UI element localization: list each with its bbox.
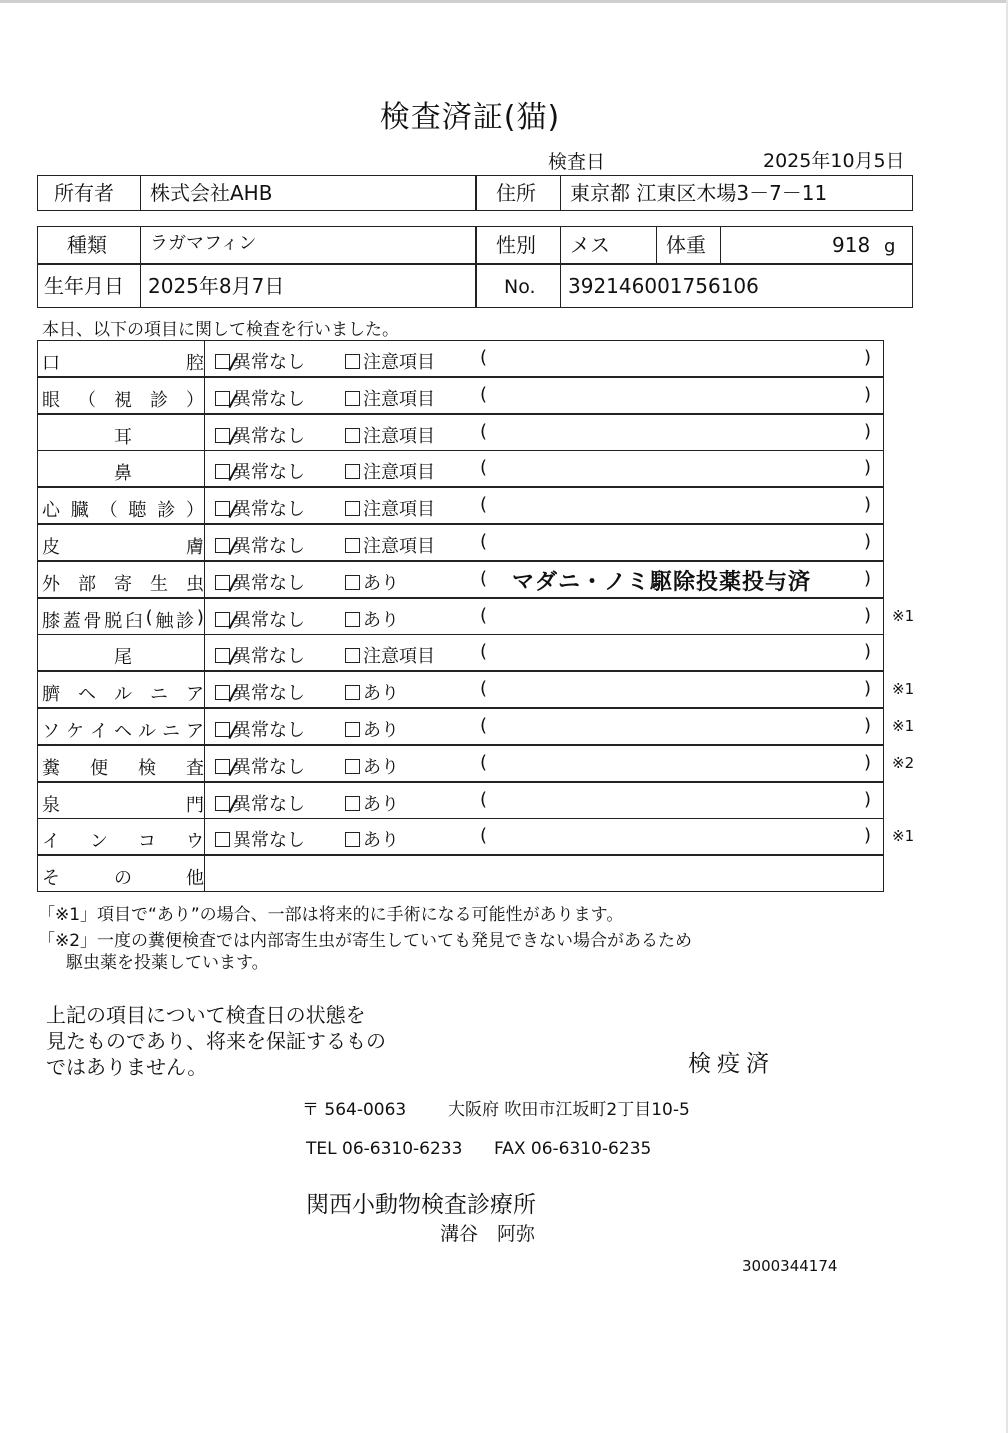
option-alt-label: あり	[363, 572, 399, 594]
option-normal	[215, 569, 305, 595]
divider	[656, 226, 657, 264]
table-row	[37, 340, 884, 377]
option-alt-label: 注意項目	[363, 499, 435, 521]
checkbox-icon[interactable]	[345, 464, 360, 479]
option-normal-label: 異常なし	[233, 499, 305, 521]
table-row	[37, 671, 915, 708]
table-row	[37, 450, 884, 487]
page-title: 検査済証(猫)	[379, 100, 561, 135]
option-alt-label: 注意項目	[363, 646, 435, 668]
disclaimer-line-3: ではありません。	[46, 1055, 208, 1079]
checkbox-icon[interactable]	[345, 648, 360, 663]
table-row	[37, 524, 884, 561]
postal-code: 〒 564-0063	[302, 1100, 407, 1120]
checkbox-icon[interactable]	[345, 575, 360, 590]
table-row	[37, 634, 884, 671]
checked-box-icon[interactable]	[215, 354, 230, 369]
row-divider	[204, 562, 205, 597]
row-label: 糞 便 検 査	[42, 757, 204, 779]
option-normal	[215, 422, 305, 448]
close-paren: )	[864, 641, 872, 663]
row-divider	[204, 709, 205, 744]
checkbox-icon[interactable]	[345, 796, 360, 811]
option-normal-label: 異常なし	[233, 793, 305, 815]
divider	[140, 175, 141, 211]
checkbox-icon[interactable]	[345, 538, 360, 553]
table-row	[37, 561, 884, 598]
checked-box-icon[interactable]	[215, 428, 230, 443]
row-label: 尾	[114, 647, 132, 669]
checked-box-icon[interactable]	[215, 796, 230, 811]
close-paren: )	[864, 751, 872, 773]
checkbox-icon[interactable]	[345, 832, 360, 847]
option-normal	[215, 679, 305, 705]
exam-date-value: 2025年10月5日	[763, 150, 905, 172]
option-normal-label: 異常なし	[233, 830, 305, 852]
checkbox-icon[interactable]	[345, 428, 360, 443]
checkbox-icon[interactable]	[345, 612, 360, 627]
checkbox-icon[interactable]	[345, 685, 360, 700]
option-alt	[345, 495, 435, 521]
row-label: 耳	[114, 426, 132, 448]
exam-date-label: 検査日	[548, 151, 606, 173]
open-paren: (	[480, 383, 488, 405]
option-normal	[215, 348, 305, 374]
scan-edge	[0, 0, 1008, 3]
divider	[560, 226, 561, 264]
checked-box-icon[interactable]	[215, 685, 230, 700]
row-divider	[204, 635, 205, 670]
open-paren: (	[480, 751, 488, 773]
option-alt	[345, 422, 435, 448]
table-row-other	[37, 855, 884, 892]
option-alt-label: あり	[363, 756, 399, 778]
checked-box-icon[interactable]	[215, 575, 230, 590]
option-normal-label: 異常なし	[233, 352, 305, 373]
option-normal-label: 異常なし	[233, 756, 305, 778]
row-label: そ の 他	[42, 868, 204, 890]
option-normal	[215, 606, 305, 632]
row-divider	[204, 599, 205, 634]
footnote-2: 「※2」一度の糞便検査では内部寄生虫が寄生していても発見できない場合があるため	[38, 931, 693, 951]
open-paren: (	[480, 641, 488, 663]
row-label: 眼 （ 視 診 ）	[42, 389, 204, 411]
footnote-2-cont: 駆虫薬を投薬しています。	[66, 953, 269, 973]
open-paren: (	[480, 494, 488, 516]
quarantine-stamp: 検疫済	[688, 1051, 775, 1077]
option-alt-label: 注意項目	[363, 536, 435, 557]
clinic-fax: FAX 06-6310-6235	[494, 1139, 652, 1159]
checked-box-icon[interactable]	[215, 612, 230, 627]
row-note: マダニ・ノミ駆除投薬投与済	[512, 569, 812, 595]
row-divider	[204, 672, 205, 707]
checkbox-icon[interactable]	[345, 501, 360, 516]
divider	[140, 226, 141, 264]
address-value: 東京都 江東区木場3－7－11	[570, 181, 828, 205]
option-normal	[215, 495, 305, 521]
option-normal	[215, 826, 305, 852]
footnote-ref: ※2	[892, 753, 915, 772]
checked-box-icon[interactable]	[215, 759, 230, 774]
close-paren: )	[864, 457, 872, 479]
divider	[560, 175, 561, 211]
open-paren: (	[480, 420, 488, 442]
row-label: 膝 蓋 骨 脱 臼 ( 触 診 )	[42, 606, 204, 632]
checkbox-icon[interactable]	[345, 722, 360, 737]
close-paren: )	[864, 715, 872, 736]
close-paren: )	[864, 420, 872, 442]
option-normal-label: 異常なし	[233, 425, 305, 447]
close-paren: )	[864, 383, 872, 405]
checked-box-icon[interactable]	[215, 648, 230, 663]
option-alt	[345, 532, 435, 558]
number-value: 392146001756106	[568, 274, 759, 298]
footnote-1: 「※1」項目で“あり”の場合、一部は将来的に手術になる可能性があります。	[38, 905, 624, 925]
address-label: 住所	[496, 181, 536, 205]
checkbox-icon[interactable]	[215, 832, 230, 847]
divider	[720, 226, 721, 264]
row-label: 外 部 寄 生 虫	[42, 573, 204, 595]
option-alt	[345, 458, 435, 484]
row-divider	[204, 341, 205, 376]
option-normal	[215, 790, 305, 816]
row-label: 泉 門	[42, 794, 204, 816]
row-divider	[204, 856, 205, 891]
option-normal-label: 異常なし	[233, 609, 305, 631]
row-label: ソ ケ イ ヘ ル ニ ア	[42, 721, 204, 742]
owner-value: 株式会社AHB	[150, 181, 273, 205]
sex-label: 性別	[496, 233, 536, 257]
doctor-name: 溝谷 阿弥	[440, 1223, 536, 1245]
close-paren: )	[864, 788, 872, 810]
birth-value: 2025年8月7日	[148, 274, 285, 298]
option-normal-label: 異常なし	[233, 536, 305, 557]
option-normal	[215, 642, 305, 668]
option-normal-label: 異常なし	[233, 646, 305, 668]
intro-text: 本日、以下の項目に関して検査を行いました。	[42, 320, 399, 340]
close-paren: )	[864, 604, 872, 626]
weight-label: 体重	[666, 233, 706, 257]
open-paren: (	[480, 715, 488, 736]
checked-box-icon[interactable]	[215, 391, 230, 406]
checked-box-icon[interactable]	[215, 538, 230, 553]
checked-box-icon[interactable]	[215, 464, 230, 479]
option-normal-label: 異常なし	[233, 388, 305, 410]
weight-value: 918	[832, 233, 871, 257]
number-label: No.	[504, 276, 536, 298]
sex-value: メス	[570, 233, 610, 257]
option-alt-label: あり	[363, 830, 399, 852]
option-alt	[345, 642, 435, 668]
checkbox-icon[interactable]	[345, 759, 360, 774]
footnote-ref: ※1	[892, 717, 915, 735]
checkbox-icon[interactable]	[345, 354, 360, 369]
row-label: 心 臓 （ 聴 診 ）	[42, 500, 204, 522]
breed-value: ラガマフィン	[150, 233, 257, 254]
option-normal-label: 異常なし	[233, 720, 305, 741]
row-divider	[204, 451, 205, 486]
row-label: 口 腔	[42, 353, 204, 374]
option-alt-label: 注意項目	[363, 388, 435, 410]
clinic-name: 関西小動物検査診療所	[306, 1192, 536, 1218]
option-alt	[345, 385, 435, 411]
option-normal	[215, 753, 305, 779]
row-label: イ ン コ ウ	[42, 831, 204, 853]
open-paren: (	[480, 825, 488, 847]
row-divider	[204, 378, 205, 413]
close-paren: )	[864, 494, 872, 516]
open-paren: (	[480, 788, 488, 810]
option-alt-label: あり	[363, 720, 399, 741]
row-label: 鼻	[114, 463, 132, 485]
table-row	[37, 377, 884, 414]
table-row	[37, 414, 884, 451]
option-alt-label: 注意項目	[363, 462, 435, 484]
option-alt	[345, 348, 435, 374]
clinic-tel: TEL 06-6310-6233	[306, 1139, 463, 1159]
divider	[140, 264, 141, 308]
option-normal	[215, 532, 305, 558]
row-divider	[204, 525, 205, 560]
option-alt	[345, 790, 399, 816]
footnote-ref: ※1	[892, 680, 915, 699]
clinic-address: 大阪府 吹田市江坂町2丁目10-5	[448, 1100, 690, 1120]
divider	[560, 264, 561, 308]
option-alt-label: あり	[363, 793, 399, 815]
checkbox-icon[interactable]	[345, 391, 360, 406]
disclaimer-line-2: 見たものであり、将来を保証するもの	[46, 1029, 386, 1053]
open-paren: (	[480, 604, 488, 626]
row-label: 皮 膚	[42, 537, 204, 558]
close-paren: )	[864, 347, 872, 368]
open-paren: (	[480, 678, 488, 700]
option-alt-label: あり	[363, 683, 399, 705]
option-normal	[215, 716, 305, 742]
breed-label: 種類	[67, 233, 107, 257]
weight-unit: g	[884, 236, 896, 257]
owner-label: 所有者	[54, 181, 114, 205]
option-alt	[345, 569, 399, 595]
option-alt	[345, 606, 399, 632]
option-alt	[345, 753, 399, 779]
close-paren: )	[864, 531, 872, 552]
close-paren: )	[864, 678, 872, 700]
footnote-ref: ※1	[892, 606, 915, 625]
row-divider	[204, 488, 205, 523]
row-divider	[204, 819, 205, 854]
table-row	[37, 708, 915, 745]
option-normal	[215, 385, 305, 411]
open-paren: (	[480, 457, 488, 479]
footnote-ref: ※1	[892, 827, 915, 846]
row-divider	[204, 415, 205, 450]
close-paren: )	[864, 567, 872, 589]
option-normal	[215, 458, 305, 484]
row-label: 臍 ヘ ル ニ ア	[42, 684, 204, 706]
option-alt	[345, 679, 399, 705]
row-divider	[204, 783, 205, 818]
option-normal-label: 異常なし	[233, 683, 305, 705]
option-alt-label: 注意項目	[363, 352, 435, 373]
close-paren: )	[864, 825, 872, 847]
option-alt	[345, 716, 399, 742]
option-alt-label: 注意項目	[363, 425, 435, 447]
option-alt	[345, 826, 399, 852]
checked-box-icon[interactable]	[215, 501, 230, 516]
table-row	[37, 487, 884, 524]
table-row	[37, 818, 915, 855]
birth-label: 生年月日	[44, 274, 124, 298]
table-row	[37, 598, 915, 635]
option-alt-label: あり	[363, 609, 399, 631]
table-row	[37, 745, 915, 782]
open-paren: (	[480, 347, 488, 368]
row-divider	[204, 746, 205, 781]
open-paren: (	[480, 567, 488, 589]
option-normal-label: 異常なし	[233, 572, 305, 594]
table-row	[37, 782, 884, 819]
disclaimer-line-1: 上記の項目について検査日の状態を	[46, 1003, 366, 1027]
document-code: 3000344174	[742, 1257, 838, 1275]
open-paren: (	[480, 531, 488, 552]
checked-box-icon[interactable]	[215, 722, 230, 737]
option-normal-label: 異常なし	[233, 462, 305, 484]
